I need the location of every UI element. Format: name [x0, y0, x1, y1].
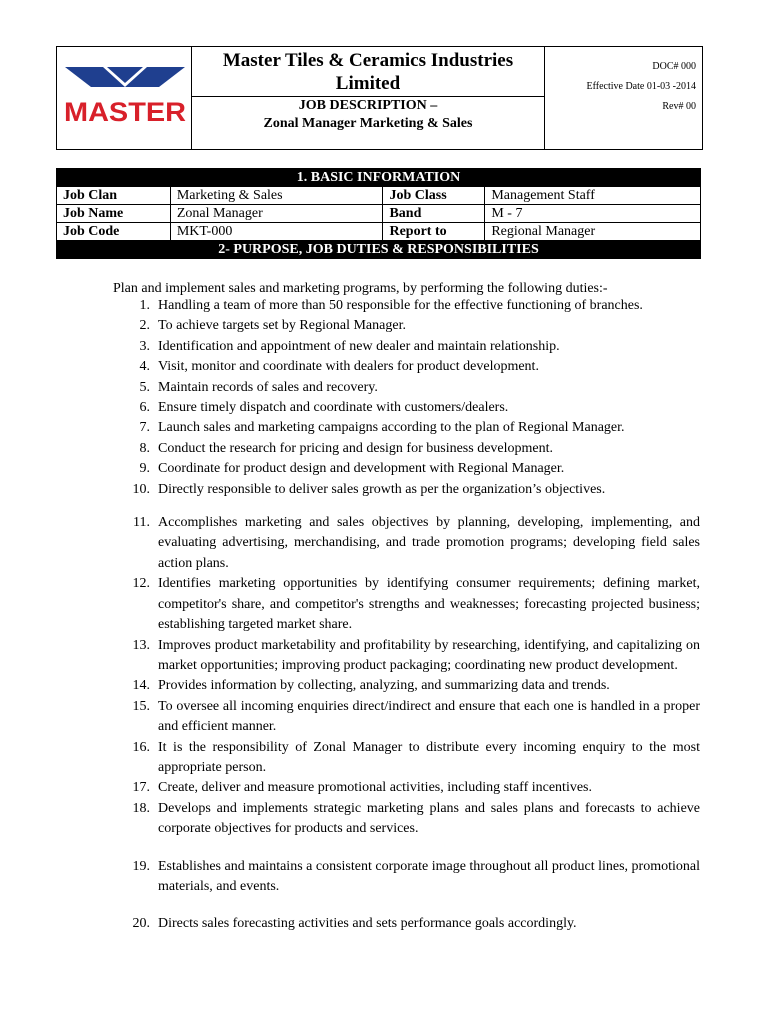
list-item-text: Create, deliver and measure promotional activities, including staff incentives. [158, 780, 592, 796]
basic-information-table [56, 168, 701, 259]
list-item-number: 14. [132, 678, 150, 694]
table-row [57, 205, 701, 223]
list-item-number: 19. [132, 858, 150, 874]
list-item [113, 738, 700, 779]
list-item [113, 636, 700, 677]
list-item [113, 418, 700, 438]
list-item [113, 778, 700, 798]
document-meta [544, 47, 702, 149]
list-item [113, 296, 700, 316]
list-item-number: 20. [132, 916, 150, 932]
list-item [113, 513, 700, 574]
cell-label: Job Code [57, 223, 171, 241]
list-item [113, 914, 700, 934]
list-item-text: Directly responsible to deliver sales growth as per the organization’s objectives. [158, 481, 606, 497]
list-item-number: 6. [139, 400, 150, 416]
list-item-number: 16. [132, 739, 150, 755]
list-item [113, 337, 700, 357]
list-item-number: 1. [139, 298, 150, 313]
cell-value: MKT-000 [170, 223, 383, 241]
list-item [113, 697, 700, 738]
list-item [113, 378, 700, 398]
list-item-number: 9. [139, 461, 150, 477]
section-title-duties: 2- PURPOSE, JOB DUTIES & RESPONSIBILITIES [57, 241, 701, 259]
cell-value: Regional Manager [485, 223, 701, 241]
list-item-number: 8. [139, 440, 150, 456]
list-item-text: To oversee all incoming enquiries direct/indirect and ensure that each one is handled in a proper and efficient manner. [158, 698, 700, 735]
list-item [113, 439, 700, 459]
doc-number: DOC# 000 [652, 61, 696, 72]
list-item-number: 3. [139, 338, 150, 354]
list-item-text: Directs sales forecasting activities and sets performance goals accordingly. [158, 916, 577, 932]
company-name-line2: Limited [335, 73, 401, 94]
list-item-number: 5. [139, 379, 150, 395]
cell-label: Job Class [383, 187, 485, 205]
list-item-text: Handling a team of more than 50 responsible for the effective functioning of branches. [158, 298, 643, 313]
list-item-text: Identification and appointment of new dealer and maintain relationship. [158, 338, 560, 354]
cell-label: Band [383, 205, 485, 223]
list-item-text: Improves product marketability and profitability by researching, identifying, and capitalizing on market opportunities; improving product packaging; coordinating new product development. [158, 637, 700, 673]
list-item-text: Maintain records of sales and recovery. [158, 379, 378, 395]
list-item-text: Ensure timely dispatch and coordinate with customers/dealers. [158, 400, 509, 416]
logo-cell [57, 47, 192, 149]
list-item-number: 17. [132, 780, 150, 796]
list-item-text: Accomplishes marketing and sales objectives by planning, developing, implementing, and evaluating advertising, merchandising, and trade promotion programs; developing field sales action plans. [158, 515, 700, 571]
section-title-basic-info: 1. BASIC INFORMATION [57, 169, 701, 187]
list-item-text: Establishes and maintains a consistent corporate image throughout all product lines, promotional materials, and events. [158, 858, 700, 894]
duties-intro: Plan and implement sales and marketing programs, by performing the following duties:- [113, 281, 608, 296]
list-item [113, 480, 700, 500]
list-item-text: Develops and implements strategic marketing plans and sales plans and forecasts to achieve corporate objectives for products and services. [158, 800, 700, 837]
company-name-line1: Master Tiles & Ceramics Industries [222, 50, 514, 71]
list-item-number: 18. [132, 800, 150, 816]
list-item-number: 10. [132, 481, 150, 497]
list-item [113, 676, 700, 696]
cell-value: Marketing & Sales [170, 187, 383, 205]
master-logo [61, 65, 189, 127]
list-item [113, 357, 700, 377]
jd-title-line1: JOB DESCRIPTION – [298, 98, 438, 113]
list-item [113, 398, 700, 418]
list-item-text: Provides information by collecting, analyzing, and summarizing data and trends. [158, 678, 610, 694]
list-item [113, 459, 700, 479]
list-item [113, 857, 700, 898]
revision-number: Rev# 00 [662, 101, 696, 112]
company-name [192, 47, 544, 97]
jd-title-line2: Zonal Manager Marketing & Sales [263, 116, 473, 131]
list-item [113, 799, 700, 840]
document-header [56, 46, 703, 150]
list-item-number: 7. [139, 420, 150, 436]
cell-value: Zonal Manager [170, 205, 383, 223]
list-item-number: 11. [133, 515, 150, 531]
cell-label: Report to [383, 223, 485, 241]
table-row [57, 187, 701, 205]
list-item-text: Identifies marketing opportunities by identifying consumer requirements; defining market, competitor's share, and competitor's strengths and weaknesses; forecasting projected business; establishing targeted market share. [158, 576, 700, 633]
list-item-number: 4. [139, 359, 150, 375]
cell-label: Job Clan [57, 187, 171, 205]
list-item-text: Launch sales and marketing campaigns according to the plan of Regional Manager. [158, 420, 625, 436]
cell-value: M - 7 [485, 205, 701, 223]
list-item-text: Coordinate for product design and development with Regional Manager. [158, 461, 565, 477]
table-row [57, 223, 701, 241]
list-item [113, 316, 700, 336]
list-item-number: 12. [132, 576, 150, 592]
list-item [113, 574, 700, 635]
duties-list [113, 296, 700, 935]
list-item-text: To achieve targets set by Regional Manager. [158, 318, 406, 334]
list-item-text: Conduct the research for pricing and design for business development. [158, 440, 554, 456]
list-item-number: 13. [132, 637, 150, 653]
effective-date: Effective Date 01-03 -2014 [586, 81, 696, 92]
list-item-number: 2. [139, 318, 150, 334]
cell-label: Job Name [57, 205, 171, 223]
logo-text: MASTER [64, 97, 186, 127]
list-item-text: It is the responsibility of Zonal Manager to distribute every incoming enquiry to the most appropriate person. [158, 739, 700, 775]
list-item-text: Visit, monitor and coordinate with dealers for product development. [158, 359, 539, 375]
job-description-title [192, 97, 544, 149]
cell-value: Management Staff [485, 187, 701, 205]
list-item-number: 15. [132, 698, 150, 714]
